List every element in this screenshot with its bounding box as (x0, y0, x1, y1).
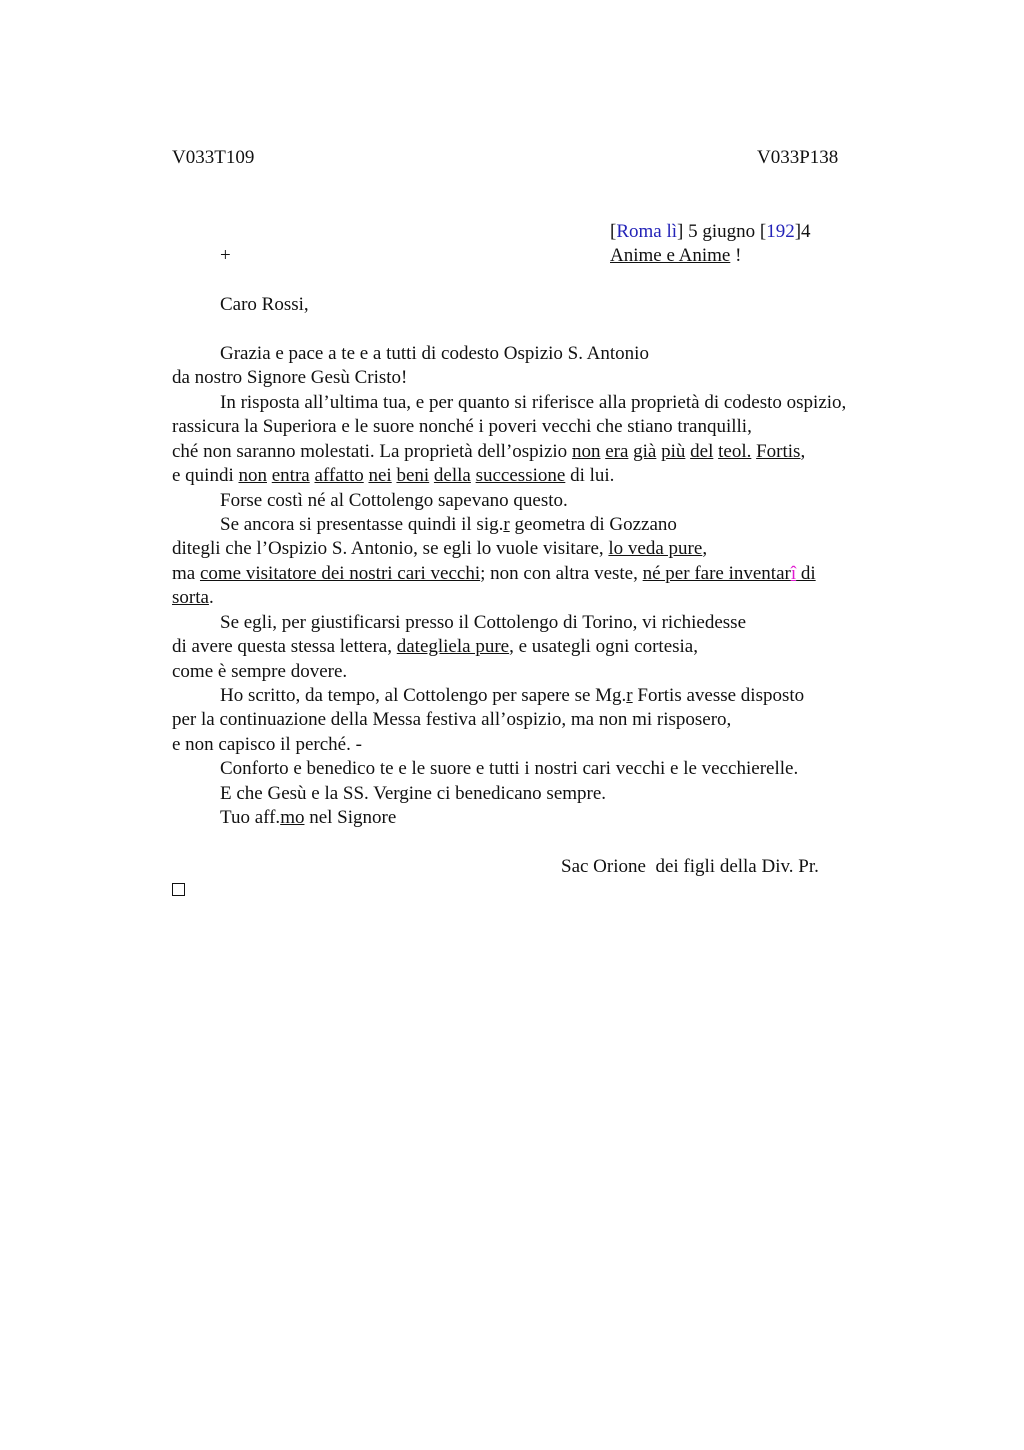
line-6-end: di lui. (565, 465, 615, 486)
underlined-abbrev: r (503, 514, 510, 535)
body-line-8 (220, 513, 677, 537)
motto (610, 244, 741, 268)
underlined-phrase: lo veda pure (608, 538, 703, 559)
underlined-word: non (571, 441, 601, 462)
line-8-text: Se ancora si presentasse quindi il sig. (220, 514, 504, 535)
body-line-9 (172, 537, 707, 561)
underlined-phrase: di (796, 563, 816, 584)
body-line-12: Se egli, per giustificarsi presso il Cottolengo di Torino, vi richiedesse (220, 612, 747, 633)
underlined-abbrev: mo (280, 807, 305, 828)
body-line-15 (220, 684, 804, 708)
body-line-16: per la continuazione della Messa festiva all’ospizio, ma non mi risposero, (172, 709, 732, 730)
highlighted-letter: î (790, 563, 797, 584)
body-line-3: In risposta all’ultima tua, e per quanto si riferisce alla proprietà di codesto ospizio, (220, 392, 847, 413)
closing-line (220, 806, 396, 830)
body-line-7: Forse costì né al Cottolengo sapevano questo. (220, 490, 568, 511)
line-5-end: , (800, 441, 806, 462)
body-line-11 (172, 586, 214, 610)
underlined-word: non (238, 465, 267, 486)
body-line-10 (172, 562, 816, 586)
body-line-17: e non capisco il perché. - (172, 734, 362, 755)
body-line-5 (172, 440, 805, 464)
motto-text: Anime e Anime (610, 245, 731, 266)
body-line-2: da nostro Signore Gesù Cristo! (172, 367, 408, 388)
underlined-abbrev: r (626, 685, 633, 706)
underlined-word: affatto (314, 465, 364, 486)
line-13-text: di avere questa stessa lettera, (172, 636, 397, 657)
checkbox-square-icon (172, 883, 185, 896)
underlined-phrase: dategliela pure (396, 636, 510, 657)
body-line-4: rassicura la Superiora e le suore nonché i poveri vecchi che stiano tranquilli, (172, 416, 752, 437)
line-11-end: . (208, 587, 214, 608)
line-9-text: ditegli che l’Ospizio S. Antonio, se egli lo vuole visitare, (172, 538, 609, 559)
body-line-18: Conforto e benedico te e le suore e tutti i nostri cari vecchi e le vecchierelle. (220, 758, 799, 779)
underlined-word: Fortis (756, 441, 801, 462)
date-year-part: 192 (766, 221, 795, 242)
body-line-14: come è sempre dovere. (172, 661, 348, 682)
body-line-19: E che Gesù e la SS. Vergine ci benedicano sempre. (220, 783, 607, 804)
underlined-phrase: come visitatore dei nostri cari vecchi (199, 563, 481, 584)
body-line-6 (172, 464, 614, 488)
right-document-code: V033P138 (757, 147, 839, 168)
date-day-month: ] 5 giugno [ (677, 221, 767, 242)
date-place: Roma lì (616, 221, 678, 242)
body-line-13 (172, 635, 698, 659)
line-8-end: geometra di Gozzano (509, 514, 677, 535)
line-10-text: ma (172, 563, 200, 584)
underlined-word: successione (475, 465, 566, 486)
underlined-phrase: né per fare inventar (642, 563, 791, 584)
underlined-word: più (661, 441, 686, 462)
line-5-text: ché non saranno molestati. La proprietà dell’ospizio (172, 441, 572, 462)
underlined-word: teol. (718, 441, 752, 462)
date-open-bracket: [ (610, 221, 617, 242)
underlined-word: beni (396, 465, 430, 486)
salutation: Caro Rossi, (220, 294, 309, 315)
line-15-text: Ho scritto, da tempo, al Cottolengo per sapere se Mg. (220, 685, 627, 706)
closing-text: Tuo aff. (220, 807, 281, 828)
left-document-code: V033T109 (172, 147, 255, 168)
line-10-middle: ; non con altra veste, (480, 563, 643, 584)
date-year-end: ]4 (794, 221, 811, 242)
line-15-end: Fortis avesse disposto (632, 685, 805, 706)
underlined-word: nei (368, 465, 392, 486)
underlined-word: già (633, 441, 657, 462)
date-line (610, 220, 811, 244)
line-13-end: , e usategli ogni cortesia, (509, 636, 698, 657)
body-line-1: Grazia e pace a te e a tutti di codesto Ospizio S. Antonio (220, 343, 649, 364)
motto-suffix: ! (730, 245, 742, 266)
cross-mark: + (220, 245, 231, 266)
underlined-word: entra (271, 465, 310, 486)
underlined-word: sorta (172, 587, 209, 608)
underlined-word: del (690, 441, 714, 462)
underlined-word: era (605, 441, 629, 462)
line-6-text: e quindi (172, 465, 239, 486)
signature: Sac Orione dei figli della Div. Pr. (561, 856, 819, 877)
closing-end: nel Signore (304, 807, 397, 828)
line-9-end: , (702, 538, 708, 559)
underlined-word: della (433, 465, 471, 486)
